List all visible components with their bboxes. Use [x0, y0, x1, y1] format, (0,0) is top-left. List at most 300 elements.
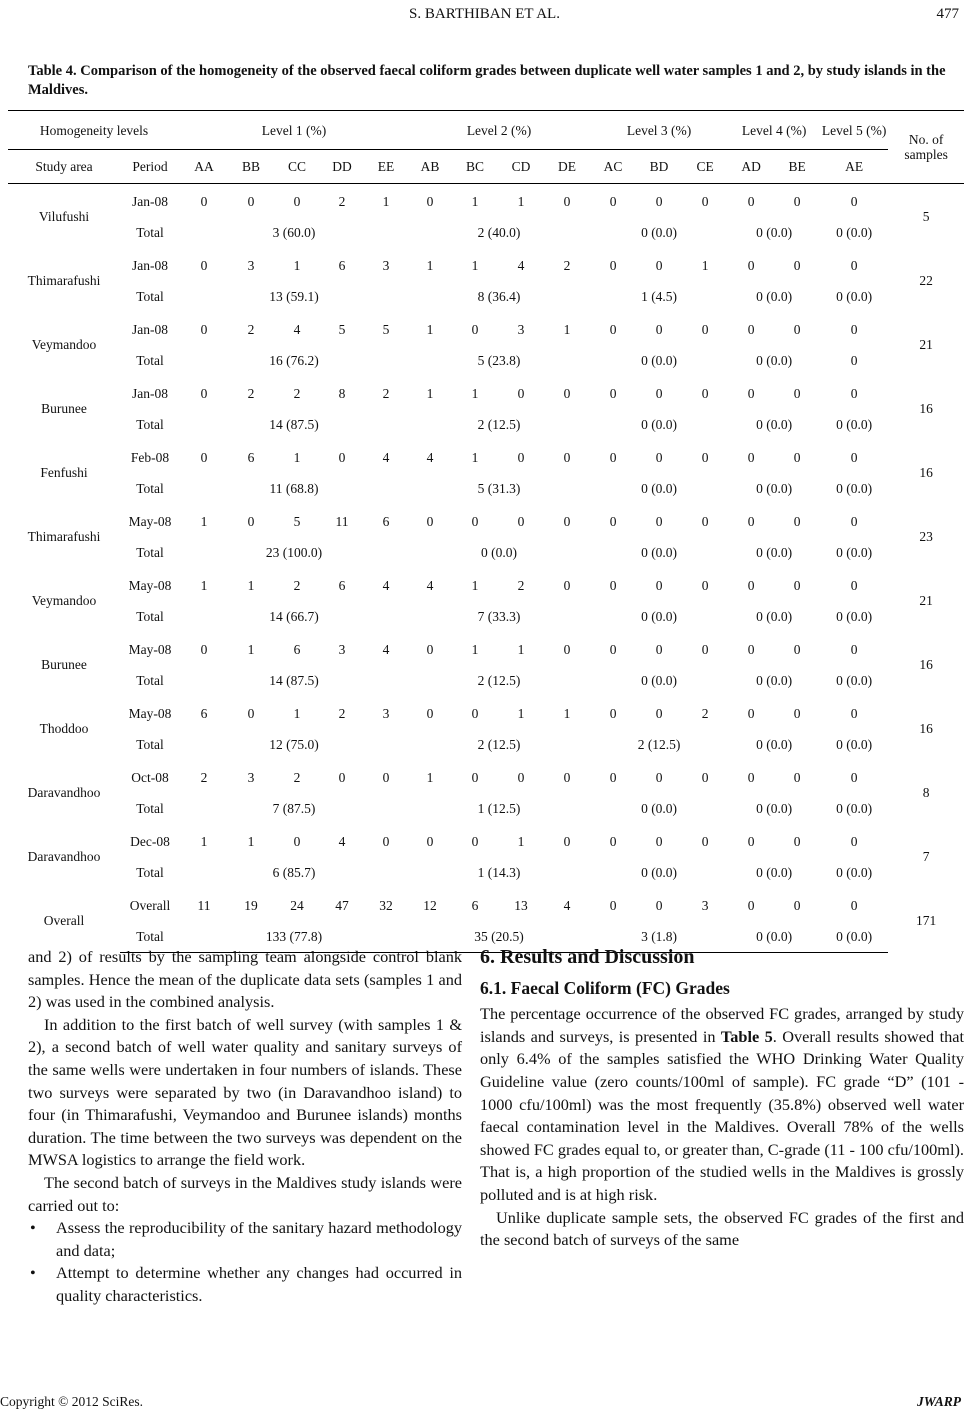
- column-header: AE: [820, 150, 888, 184]
- count-cell: 0: [563, 641, 571, 657]
- count-cell: 1: [517, 705, 525, 721]
- count-cell: 0: [701, 385, 709, 401]
- count-cell: 0: [793, 513, 801, 529]
- level-total-cell: 35 (20.5): [408, 921, 590, 953]
- count-cell: 0: [382, 833, 390, 849]
- level-total-cell: 0 (0.0): [756, 480, 793, 496]
- period-cell: Jan-08: [132, 385, 168, 401]
- count-cell: 0: [655, 321, 663, 337]
- count-cell: 0: [747, 769, 755, 785]
- count-cell: 0: [850, 193, 858, 209]
- sample-count-cell: 16: [919, 401, 933, 416]
- count-cell: 0: [609, 385, 617, 401]
- count-cell: 3: [247, 769, 255, 785]
- table-row: [8, 376, 964, 409]
- count-cell: 0: [517, 769, 525, 785]
- count-cell: 0: [701, 449, 709, 465]
- total-label-cell: Total: [136, 672, 164, 688]
- count-cell: 0: [471, 769, 479, 785]
- study-area-cell: Thoddoo: [39, 721, 89, 736]
- header-level-5: Level 5 (%): [820, 111, 888, 150]
- count-cell: 0: [609, 641, 617, 657]
- count-cell: 0: [200, 641, 208, 657]
- count-cell: 0: [338, 769, 346, 785]
- count-cell: 2: [293, 577, 301, 593]
- count-cell: 0: [747, 321, 755, 337]
- column-header: BB: [228, 150, 274, 184]
- count-cell: 0: [701, 769, 709, 785]
- count-cell: 0: [747, 577, 755, 593]
- count-cell: 0: [655, 513, 663, 529]
- sample-count-cell: 8: [922, 785, 930, 800]
- count-cell: 0: [655, 385, 663, 401]
- count-cell: 3: [338, 641, 346, 657]
- sample-count-cell: 21: [919, 337, 933, 352]
- count-cell: 6: [338, 577, 346, 593]
- count-cell: 0: [200, 321, 208, 337]
- count-cell: 0: [747, 513, 755, 529]
- table-row: [8, 793, 964, 824]
- sample-count-cell: 16: [919, 657, 933, 672]
- count-cell: 0: [293, 833, 301, 849]
- count-cell: 0: [793, 833, 801, 849]
- count-cell: 4: [426, 449, 434, 465]
- count-cell: 1: [471, 385, 479, 401]
- count-cell: 6: [293, 641, 301, 657]
- count-cell: 0: [382, 769, 390, 785]
- right-column: [480, 946, 964, 1252]
- level-total-cell: 0 (0.0): [728, 921, 820, 953]
- count-cell: 0: [655, 193, 663, 209]
- period-cell: Jan-08: [132, 193, 168, 209]
- level-total-cell: 0 (0.0): [836, 800, 873, 816]
- table-row: [8, 281, 964, 312]
- level-total-cell: 0 (0.0): [756, 352, 793, 368]
- count-cell: 0: [850, 577, 858, 593]
- count-cell: 0: [517, 513, 525, 529]
- count-cell: 0: [850, 897, 858, 913]
- count-cell: 0: [563, 513, 571, 529]
- count-cell: 0: [747, 193, 755, 209]
- sample-count-cell: 5: [922, 209, 930, 224]
- count-cell: 0: [200, 385, 208, 401]
- count-cell: 0: [517, 385, 525, 401]
- count-cell: 0: [701, 641, 709, 657]
- column-header: AC: [590, 150, 636, 184]
- level-total-cell: 2 (12.5): [477, 672, 521, 688]
- level-total-cell: 12 (75.0): [269, 736, 319, 752]
- count-cell: 0: [426, 833, 434, 849]
- count-cell: 0: [793, 193, 801, 209]
- paragraph: Unlike duplicate sample sets, the observed FC grades of the first and the second batch of surveys of the same: [480, 1207, 964, 1250]
- count-cell: 0: [747, 833, 755, 849]
- column-header: CE: [682, 150, 728, 184]
- count-cell: 0: [701, 193, 709, 209]
- count-cell: 0: [850, 641, 858, 657]
- count-cell: 1: [247, 641, 255, 657]
- count-cell: 2: [382, 385, 390, 401]
- table-row: [8, 248, 964, 281]
- period-cell: Oct-08: [131, 769, 169, 785]
- count-cell: 1: [517, 193, 525, 209]
- period-cell: Jan-08: [132, 257, 168, 273]
- count-cell: 3: [382, 705, 390, 721]
- count-cell: 32: [379, 897, 393, 913]
- level-total-cell: 0 (0.0): [820, 921, 888, 953]
- count-cell: 1: [293, 449, 301, 465]
- count-cell: 4: [382, 449, 390, 465]
- table-row: [8, 632, 964, 665]
- count-cell: 0: [793, 641, 801, 657]
- header-level-2: Level 2 (%): [408, 111, 590, 150]
- count-cell: 0: [655, 257, 663, 273]
- period-cell: Overall: [129, 897, 171, 913]
- count-cell: 6: [247, 449, 255, 465]
- count-cell: 4: [426, 577, 434, 593]
- column-header: Period: [120, 150, 180, 184]
- total-label-cell: Total: [136, 544, 164, 560]
- count-cell: 2: [701, 705, 709, 721]
- count-cell: 0: [655, 449, 663, 465]
- count-cell: 1: [426, 385, 434, 401]
- sample-count-cell: 16: [919, 465, 933, 480]
- page-number: 477: [936, 6, 959, 22]
- paragraph: and 2) of results by the sampling team alongside control blank samples. Hence the mean of the duplicate data sets (samples 1 and 2) was used in the combined analysis.: [28, 947, 462, 1012]
- count-cell: 0: [747, 897, 755, 913]
- period-cell: Dec-08: [130, 833, 170, 849]
- level-total-cell: 2 (40.0): [477, 224, 521, 240]
- count-cell: 0: [563, 449, 571, 465]
- count-cell: 6: [471, 897, 479, 913]
- study-area-cell: Burunee: [41, 657, 87, 672]
- count-cell: 0: [655, 577, 663, 593]
- level-total-cell: 133 (77.8): [180, 921, 408, 953]
- count-cell: 0: [471, 321, 479, 337]
- count-cell: 11: [335, 513, 349, 529]
- count-cell: 2: [517, 577, 525, 593]
- table-row: [8, 824, 964, 857]
- level-total-cell: 0 (0.0): [641, 608, 678, 624]
- level-total-cell: 14 (87.5): [269, 672, 319, 688]
- study-area-cell: Thimarafushi: [27, 273, 101, 288]
- level-total-cell: 1 (4.5): [641, 288, 678, 304]
- count-cell: 19: [244, 897, 258, 913]
- journal-name: JWARP: [916, 1394, 961, 1409]
- count-cell: 0: [609, 833, 617, 849]
- count-cell: 4: [563, 897, 571, 913]
- count-cell: 24: [290, 897, 304, 913]
- level-total-cell: 0 (0.0): [641, 480, 678, 496]
- level-total-cell: 0 (0.0): [836, 480, 873, 496]
- table-row: [8, 601, 964, 632]
- column-header: DD: [320, 150, 364, 184]
- table-row: [8, 665, 964, 696]
- count-cell: 0: [471, 833, 479, 849]
- count-cell: 0: [850, 449, 858, 465]
- count-cell: 0: [563, 577, 571, 593]
- count-cell: 0: [655, 705, 663, 721]
- period-cell: Feb-08: [130, 449, 170, 465]
- level-total-cell: 0 (0.0): [756, 800, 793, 816]
- count-cell: 1: [471, 257, 479, 273]
- bullet-list: [28, 1217, 462, 1307]
- count-cell: 2: [200, 769, 208, 785]
- count-cell: 0: [563, 385, 571, 401]
- sample-count-cell: 22: [919, 273, 933, 288]
- level-total-cell: 0 (0.0): [836, 288, 873, 304]
- count-cell: 0: [563, 193, 571, 209]
- sample-count-cell: 23: [919, 529, 933, 544]
- count-cell: 4: [517, 257, 525, 273]
- column-header: AD: [728, 150, 774, 184]
- count-cell: 0: [850, 833, 858, 849]
- count-cell: 0: [793, 577, 801, 593]
- column-header: CC: [274, 150, 320, 184]
- count-cell: 0: [609, 321, 617, 337]
- count-cell: 0: [471, 705, 479, 721]
- count-cell: 0: [793, 257, 801, 273]
- bullet-item: • Attempt to determine whether any changes had occurred in quality characteristics.: [56, 1262, 462, 1307]
- count-cell: 1: [471, 193, 479, 209]
- count-cell: 0: [793, 449, 801, 465]
- period-cell: Jan-08: [132, 321, 168, 337]
- count-cell: 0: [471, 513, 479, 529]
- text: The percentage occurrence of the observed FC grades, arranged by study islands and surveys, is presented in: [480, 1004, 964, 1046]
- count-cell: 2: [293, 769, 301, 785]
- total-label-cell: Total: [136, 224, 164, 240]
- total-label-cell: Total: [136, 864, 164, 880]
- level-total-cell: 0 (0.0): [756, 672, 793, 688]
- study-area-cell: Daravandhoo: [27, 785, 101, 800]
- level-total-cell: 0 (0.0): [756, 416, 793, 432]
- count-cell: 1: [563, 705, 571, 721]
- total-label-cell: Total: [120, 921, 180, 953]
- period-cell: May-08: [128, 705, 172, 721]
- level-total-cell: 5 (23.8): [477, 352, 521, 368]
- count-cell: 0: [655, 833, 663, 849]
- level-total-cell: 0 (0.0): [641, 864, 678, 880]
- count-cell: 1: [701, 257, 709, 273]
- count-cell: 0: [426, 513, 434, 529]
- table-row: [8, 184, 964, 218]
- count-cell: 0: [747, 385, 755, 401]
- period-cell: May-08: [128, 577, 172, 593]
- sample-count-cell: 7: [922, 849, 930, 864]
- count-cell: 0: [747, 257, 755, 273]
- level-total-cell: 0 (0.0): [836, 416, 873, 432]
- level-total-cell: 0 (0.0): [641, 672, 678, 688]
- level-total-cell: 23 (100.0): [265, 544, 323, 560]
- count-cell: 0: [747, 641, 755, 657]
- header-level-4: Level 4 (%): [728, 111, 820, 150]
- header-homogeneity-levels: Homogeneity levels: [8, 111, 180, 150]
- total-label-cell: Total: [136, 416, 164, 432]
- paragraph: [480, 1003, 964, 1206]
- count-cell: 2: [563, 257, 571, 273]
- count-cell: 1: [426, 769, 434, 785]
- count-cell: 0: [247, 193, 255, 209]
- study-area-cell: Veymandoo: [31, 593, 97, 608]
- column-header: BD: [636, 150, 682, 184]
- count-cell: 3: [701, 897, 709, 913]
- count-cell: 1: [517, 641, 525, 657]
- count-cell: 8: [338, 385, 346, 401]
- count-cell: 0: [793, 769, 801, 785]
- section-heading: 6. Results and Discussion: [480, 946, 695, 968]
- count-cell: 2: [293, 385, 301, 401]
- count-cell: 1: [200, 513, 208, 529]
- count-cell: 1: [293, 705, 301, 721]
- bullet-item: • Assess the reproducibility of the sanitary hazard methodology and data;: [56, 1217, 462, 1262]
- total-label-cell: Total: [136, 608, 164, 624]
- level-total-cell: 0 (0.0): [836, 224, 873, 240]
- subsection-heading: 6.1. Faecal Coliform (FC) Grades: [480, 977, 730, 998]
- count-cell: 1: [471, 449, 479, 465]
- count-cell: 0: [850, 769, 858, 785]
- count-cell: 0: [701, 513, 709, 529]
- paragraph: In addition to the first batch of well survey (with samples 1 & 2), a second batch of well water quality and sanitary surveys of the same wells were undertaken in four numbers of islands. These two surveys were separated by two (in Daravandhoo island) to four (in Thimarafushi, Veymandoo and Burunee islands) months duration. The time between the two surveys was dependent on the MWSA logistics to arrange the field work.: [28, 1014, 462, 1170]
- level-total-cell: 2 (12.5): [477, 416, 521, 432]
- count-cell: 0: [517, 449, 525, 465]
- count-cell: 0: [747, 449, 755, 465]
- count-cell: 0: [338, 449, 346, 465]
- table-row: [8, 504, 964, 537]
- count-cell: 0: [793, 385, 801, 401]
- count-cell: 0: [563, 833, 571, 849]
- level-total-cell: 11 (68.8): [269, 480, 319, 496]
- table-reference-link[interactable]: Table 5: [720, 1026, 773, 1046]
- count-cell: 13: [514, 897, 528, 913]
- count-cell: 0: [701, 321, 709, 337]
- text: . Overall results showed that only 6.4% of the samples satisfied the WHO Drinking Water Quality Guideline value (zero counts/100ml of sample). FC grade “D” (101 - 1000 cfu/100ml) was the most frequently (35.8%) observed well water faecal contamination level in the Maldives. Overall 78% of the wells showed FC grades equal to, or greater than, C-grade (11 - 100 cfu/100ml). That is, a high proportion of the studied wells in the Maldives is grossly polluted and is at high risk.: [480, 1026, 964, 1204]
- level-total-cell: 3 (60.0): [272, 224, 316, 240]
- count-cell: 0: [609, 705, 617, 721]
- count-cell: 5: [382, 321, 390, 337]
- count-cell: 0: [426, 193, 434, 209]
- count-cell: 2: [338, 705, 346, 721]
- copyright: Copyright © 2012 SciRes.: [0, 1394, 144, 1409]
- count-cell: 0: [747, 705, 755, 721]
- count-cell: 1: [517, 833, 525, 849]
- count-cell: 1: [200, 577, 208, 593]
- count-cell: 0: [655, 641, 663, 657]
- column-header: AA: [180, 150, 228, 184]
- level-total-cell: 16 (76.2): [269, 352, 319, 368]
- level-total-cell: 0 (0.0): [641, 416, 678, 432]
- count-cell: 0: [563, 769, 571, 785]
- count-cell: 6: [200, 705, 208, 721]
- table-row: [8, 888, 964, 921]
- count-cell: 1: [426, 321, 434, 337]
- count-cell: 0: [655, 897, 663, 913]
- sample-count-cell: 171: [915, 913, 937, 929]
- count-cell: 1: [293, 257, 301, 273]
- count-cell: 3: [517, 321, 525, 337]
- level-total-cell: 5 (31.3): [477, 480, 521, 496]
- level-total-cell: 14 (87.5): [269, 416, 319, 432]
- level-total-cell: 14 (66.7): [269, 608, 319, 624]
- count-cell: 2: [247, 321, 255, 337]
- count-cell: 4: [338, 833, 346, 849]
- level-total-cell: 1 (12.5): [477, 800, 521, 816]
- count-cell: 0: [793, 897, 801, 913]
- count-cell: 0: [426, 705, 434, 721]
- count-cell: 1: [200, 833, 208, 849]
- total-label-cell: Total: [136, 480, 164, 496]
- count-cell: 6: [382, 513, 390, 529]
- level-total-cell: 0 (0.0): [481, 544, 518, 560]
- homogeneity-table: [8, 110, 964, 953]
- level-total-cell: 2 (12.5): [637, 736, 681, 752]
- count-cell: 6: [338, 257, 346, 273]
- level-total-cell: 7 (33.3): [477, 608, 521, 624]
- level-total-cell: 0 (0.0): [836, 608, 873, 624]
- level-total-cell: 0 (0.0): [756, 864, 793, 880]
- total-label-cell: Total: [136, 800, 164, 816]
- level-total-cell: 7 (87.5): [272, 800, 316, 816]
- table-row: [8, 312, 964, 345]
- column-header: DE: [544, 150, 590, 184]
- sample-count-cell: 16: [919, 721, 933, 736]
- count-cell: 1: [247, 577, 255, 593]
- level-total-cell: 8 (36.4): [477, 288, 521, 304]
- table-row: [8, 217, 964, 248]
- count-cell: 0: [609, 577, 617, 593]
- count-cell: 4: [382, 577, 390, 593]
- count-cell: 0: [655, 769, 663, 785]
- count-cell: 47: [335, 897, 349, 913]
- level-total-cell: 0 (0.0): [756, 736, 793, 752]
- level-total-cell: 13 (59.1): [269, 288, 319, 304]
- table-row: [8, 729, 964, 760]
- count-cell: 0: [850, 385, 858, 401]
- count-cell: 0: [247, 513, 255, 529]
- study-area-cell: Fenfushi: [40, 465, 88, 480]
- column-header: BC: [452, 150, 498, 184]
- level-total-cell: 0 (0.0): [756, 544, 793, 560]
- study-area-cell: Daravandhoo: [27, 849, 101, 864]
- count-cell: 0: [850, 321, 858, 337]
- table-row: [8, 760, 964, 793]
- count-cell: 0: [609, 193, 617, 209]
- table-row: [8, 696, 964, 729]
- count-cell: 1: [426, 257, 434, 273]
- left-column: [28, 946, 462, 1308]
- count-cell: 12: [423, 897, 437, 913]
- header-level-3: Level 3 (%): [590, 111, 728, 150]
- count-cell: 5: [338, 321, 346, 337]
- table-row: [8, 440, 964, 473]
- column-header: Study area: [8, 150, 120, 184]
- study-area-cell: Burunee: [41, 401, 87, 416]
- level-total-cell: 0 (0.0): [836, 864, 873, 880]
- level-total-cell: 3 (1.8): [590, 921, 728, 953]
- study-area-cell: Thimarafushi: [27, 529, 101, 544]
- count-cell: 0: [793, 705, 801, 721]
- period-cell: May-08: [128, 641, 172, 657]
- total-label-cell: Total: [136, 736, 164, 752]
- count-cell: 0: [426, 641, 434, 657]
- running-title: S. BARTHIBAN ET AL.: [409, 6, 560, 22]
- level-total-cell: 0 (0.0): [641, 352, 678, 368]
- period-cell: May-08: [128, 513, 172, 529]
- count-cell: 0: [609, 449, 617, 465]
- level-total-cell: 0 (0.0): [756, 224, 793, 240]
- level-total-cell: 0 (0.0): [641, 224, 678, 240]
- count-cell: 1: [563, 321, 571, 337]
- count-cell: 1: [247, 833, 255, 849]
- total-label-cell: Total: [136, 352, 164, 368]
